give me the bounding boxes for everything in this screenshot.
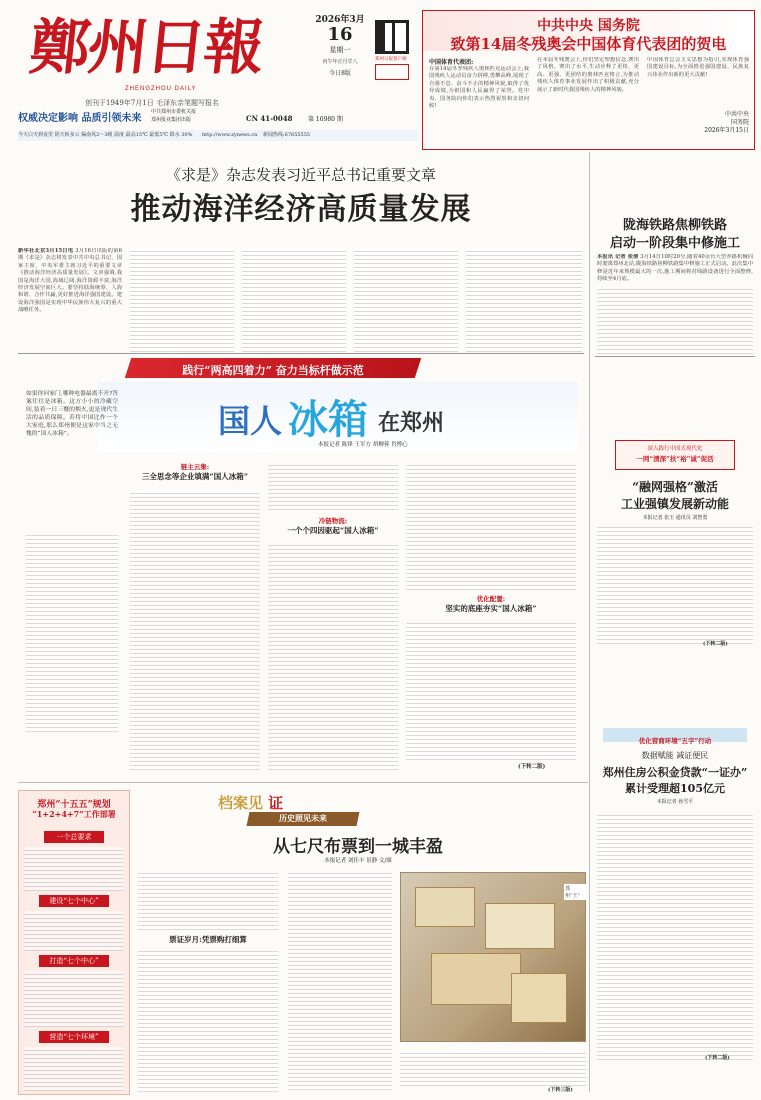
dfm-byline: 本报记者 张玉 通讯员 刘智勇	[642, 515, 708, 521]
fifteen-body-1	[24, 847, 124, 891]
icebox-col-3b	[406, 620, 576, 760]
archive-feature	[138, 788, 588, 1096]
icebox-sub1-title: 三全思念等企业填满“国人冰箱”	[141, 472, 249, 481]
fifteen-h4: 营造“七个环境”	[39, 1031, 109, 1043]
section-banner	[18, 356, 584, 380]
dfm-headline-2: 工业强镇发展新动能	[620, 497, 729, 511]
publisher: 郑州报业集团出版	[151, 117, 192, 123]
sign-ccp: 中共中央	[724, 111, 749, 118]
railway-headline-1: 陇海铁路焦柳铁路	[622, 218, 727, 233]
archive-col-3	[400, 1050, 586, 1086]
sign-date: 2026年3月15日	[704, 127, 749, 134]
ration-ticket-1	[415, 887, 475, 927]
congrats-lead: 中国体育代表团:	[429, 59, 474, 66]
fifteen-h1: 一个总要求	[44, 831, 104, 843]
ration-ticket-2	[485, 903, 555, 949]
archive-headline: 从七尺布票到一城丰盈	[273, 837, 443, 857]
icebox-sub1-label: 链主云集:	[180, 463, 210, 471]
qiushi-col-1	[18, 248, 122, 352]
qr-code[interactable]	[375, 20, 411, 82]
housing-kicker	[603, 728, 747, 745]
congrats-col-3: 中国体育总会主义思想为指引,实现体育强国建设目标,为全面推进强国建设、民族复兴伟业作出新的更大贡献!	[647, 57, 749, 78]
qiushi-kicker: 《求是》杂志发表习近平总书记重要文章	[165, 166, 436, 184]
slogan: 权威决定影响 品质引领未来	[18, 113, 142, 124]
congrats-headline-2: 致第14届冬残奥会中国体育代表团的贺电	[450, 35, 727, 53]
housing-kicker-text: 优化营商环境“五字”行动	[638, 737, 712, 745]
ration-ticket-4	[511, 973, 567, 1023]
dfm-tag-2: 一网“清深”扶“裕”诚”促活	[636, 455, 714, 463]
fifteen-body-4	[24, 1047, 124, 1091]
qiushi-col-2	[130, 248, 234, 352]
website-link[interactable]: http://www.zynews.cn	[201, 132, 258, 138]
dfm-tag-1: 深入践行中国式现代化	[647, 446, 703, 452]
icebox-col-3a	[406, 462, 576, 590]
icebox-intro: 如果你问家门,哪种电器最离不开?答案往往是冰箱。这方小小的冷藏空间,装着一日三餐的烟火,更是现代生活的品质保障。若将中国比作一个大家庭,那么郑州便是这家中当之无愧的“国人冰箱”。	[26, 391, 118, 437]
archive-sub: 票证岁月:凭票购打细算	[169, 935, 247, 944]
archive-col-1b	[138, 948, 278, 1092]
icebox-sub3-title: 坚实的底座夯实“国人冰箱”	[445, 604, 537, 613]
housing-continued: (下转二版)	[705, 1055, 730, 1061]
congrats-headline-1: 中共中央 国务院	[537, 18, 640, 34]
banner-text: 践行“两高四着力” 奋力当标杆做示范	[182, 364, 364, 377]
fifteen-title-2: “1+2+4+7”工作部署	[32, 809, 116, 819]
app-badge	[375, 64, 409, 80]
congrats-col-2: 在本届冬残奥会上,你们坚定理想信念,赛出了风格、赛出了水平,生动诠释了更快、更高、更强、更团结的奥林匹克格言,为推动残疾人体育事业发展作出了积极贡献,充分展示了新时代我国残疾人的精神风貌。	[537, 57, 639, 93]
icebox-sub3	[406, 594, 576, 614]
qiushi-body: 3月16日出版的第6期《求是》杂志将发表中共中央总书记、国家主席、中央军委主席习近平的重要文章《推动海洋经济高质量发展》。文章强调,我国是海洋大国,海域辽阔,海洋资源丰富,海洋经济发展空间巨大。要坚持陆海统筹、人海和谐、合作共赢,更好推进海洋强国建设。建设海洋强国是实现中华民族伟大复兴的重大战略任务。	[18, 248, 122, 314]
column-divider	[589, 152, 590, 1092]
railway-article	[595, 152, 755, 357]
fifteen-plan-box	[18, 790, 130, 1095]
archive-kicker-text: 历史照见未来	[279, 813, 327, 823]
weather-text: 今天白天到夜里 阴天转多云 偏南风2～3级 温度 最高15℃ 最低5℃ 降水 30%	[18, 132, 193, 138]
housing-body	[597, 812, 753, 1060]
icebox-sub1	[130, 462, 260, 482]
dfm-headline-1: “融网强格”激活	[632, 480, 718, 494]
qiushi-col-3	[242, 248, 346, 352]
icebox-col-1	[130, 490, 260, 770]
icebox-intro-lines	[26, 532, 118, 732]
icebox-sub2-label: 冷链物流:	[318, 517, 348, 525]
fifteen-h3: 打造“七个中心”	[39, 955, 109, 967]
icebox-sub2-title: 一个个四因驱起“国人冰箱”	[287, 526, 379, 535]
dfm-article	[595, 440, 755, 650]
qiushi-dateline: 新华社北京3月15日电	[18, 248, 74, 254]
archive-col-2	[288, 870, 392, 1090]
housing-headline-1: 郑州住房公积金贷款“一证办”	[602, 766, 748, 779]
logo-pinyin: ZHENGZHOU DAILY	[125, 86, 197, 92]
railway-byline: 本报讯 记者 张倩	[597, 254, 639, 260]
icebox-sub2	[268, 516, 398, 536]
qiushi-article	[18, 152, 584, 354]
icebox-byline: 本报记者 陈锋 王军方 胡柳蓉 肖博心	[318, 442, 408, 448]
housing-article	[595, 728, 755, 1068]
icebox-title-suffix: 在郑州	[378, 410, 445, 436]
archive-stamp-2: 证	[268, 794, 284, 812]
congrats-box	[422, 10, 755, 150]
railway-body-text: 3月14日10时20分,随着40余台大型养路机械同时驶离郑州北站,陇海铁路焦柳铁路集中修施工正式启动。此次集中修是近年来规模最大的一次,施工期间将对线路设备进行全面整修,持续至4月底。	[597, 254, 753, 283]
archive-photo	[400, 872, 586, 1042]
news-hotline: 新闻热线:67655555	[262, 132, 311, 138]
slogan-row	[18, 106, 418, 128]
railway-headline-2: 启动一阶段集中修施工	[609, 236, 740, 251]
archive-col-1a	[138, 870, 278, 930]
archive-byline: 本报记者 刘佳丰 景静 文/图	[324, 858, 392, 864]
fifteen-body-3	[24, 971, 124, 1027]
date-block	[310, 12, 370, 97]
qiushi-headline: 推动海洋经济高质量发展	[130, 192, 472, 227]
congrats-col-1: 在第14届冬季残疾人奥林匹克运动会上,我国残疾人运动员奋力拼搏,勇攀高峰,展现了自强不息、奋斗不止的精神风貌,取得了优异成绩,为祖国和人民赢得了荣誉。党中央、国务院向你们表示热烈祝贺和亲切问候!	[429, 66, 529, 110]
newspaper-logo: 鄭州日報	[26, 13, 266, 83]
date-year-month: 2026年3月	[315, 15, 365, 25]
dfm-tag-box	[615, 440, 735, 470]
qr-label: 郑州日报客户端	[375, 57, 407, 62]
date-weekday: 星期一	[329, 46, 351, 54]
dfm-continued: (下转二版)	[703, 641, 728, 647]
founded-line: 创刊于1949年7月1日 毛泽东亲笔题写报名	[85, 99, 219, 107]
congrats-signature	[647, 111, 749, 135]
fifteen-body-2	[24, 911, 124, 951]
dfm-body	[597, 524, 753, 644]
sign-state-council: 国务院	[730, 119, 749, 126]
archive-stamp-1: 档案见	[218, 794, 264, 812]
icebox-title-accent: 冰箱	[288, 396, 368, 443]
sponsor-code: CN 41-0048	[246, 114, 293, 123]
railway-body-lines	[597, 286, 753, 354]
date-day: 16	[327, 24, 353, 45]
qiushi-col-5	[466, 248, 582, 352]
icebox-title-prefix: 国人	[218, 402, 283, 440]
serial-number: 第 16980 期	[308, 116, 343, 123]
icebox-feature	[18, 382, 584, 778]
railway-body	[597, 254, 753, 284]
edition-count: 今日8版	[329, 70, 351, 77]
fifteen-title-1: 郑州“十五五”规划	[37, 800, 111, 810]
icebox-col-2b	[268, 542, 398, 770]
qiushi-col-4	[354, 248, 458, 352]
sponsor-org: 中共郑州市委机关报	[151, 109, 197, 115]
archive-caption: 郑州“王”	[564, 884, 586, 900]
housing-headline-2: 累计受理超105亿元	[625, 782, 725, 795]
row-divider	[18, 782, 588, 783]
housing-tag: 数据赋能 减证便民	[641, 751, 709, 760]
ration-ticket-3	[431, 953, 521, 1005]
date-lunar: 丙午年正月廿八	[322, 59, 358, 65]
icebox-col-2a	[268, 462, 398, 512]
icebox-continued: (下转二版)	[518, 764, 546, 770]
weather-strip	[18, 130, 418, 141]
housing-byline: 本报记者 孙雪平	[656, 799, 694, 805]
fifteen-h2: 建设“七个中心”	[39, 895, 109, 907]
icebox-sub3-label: 优化配置:	[476, 595, 506, 603]
archive-continued: (下转三版)	[548, 1087, 573, 1093]
qr-code-icon	[375, 20, 409, 54]
